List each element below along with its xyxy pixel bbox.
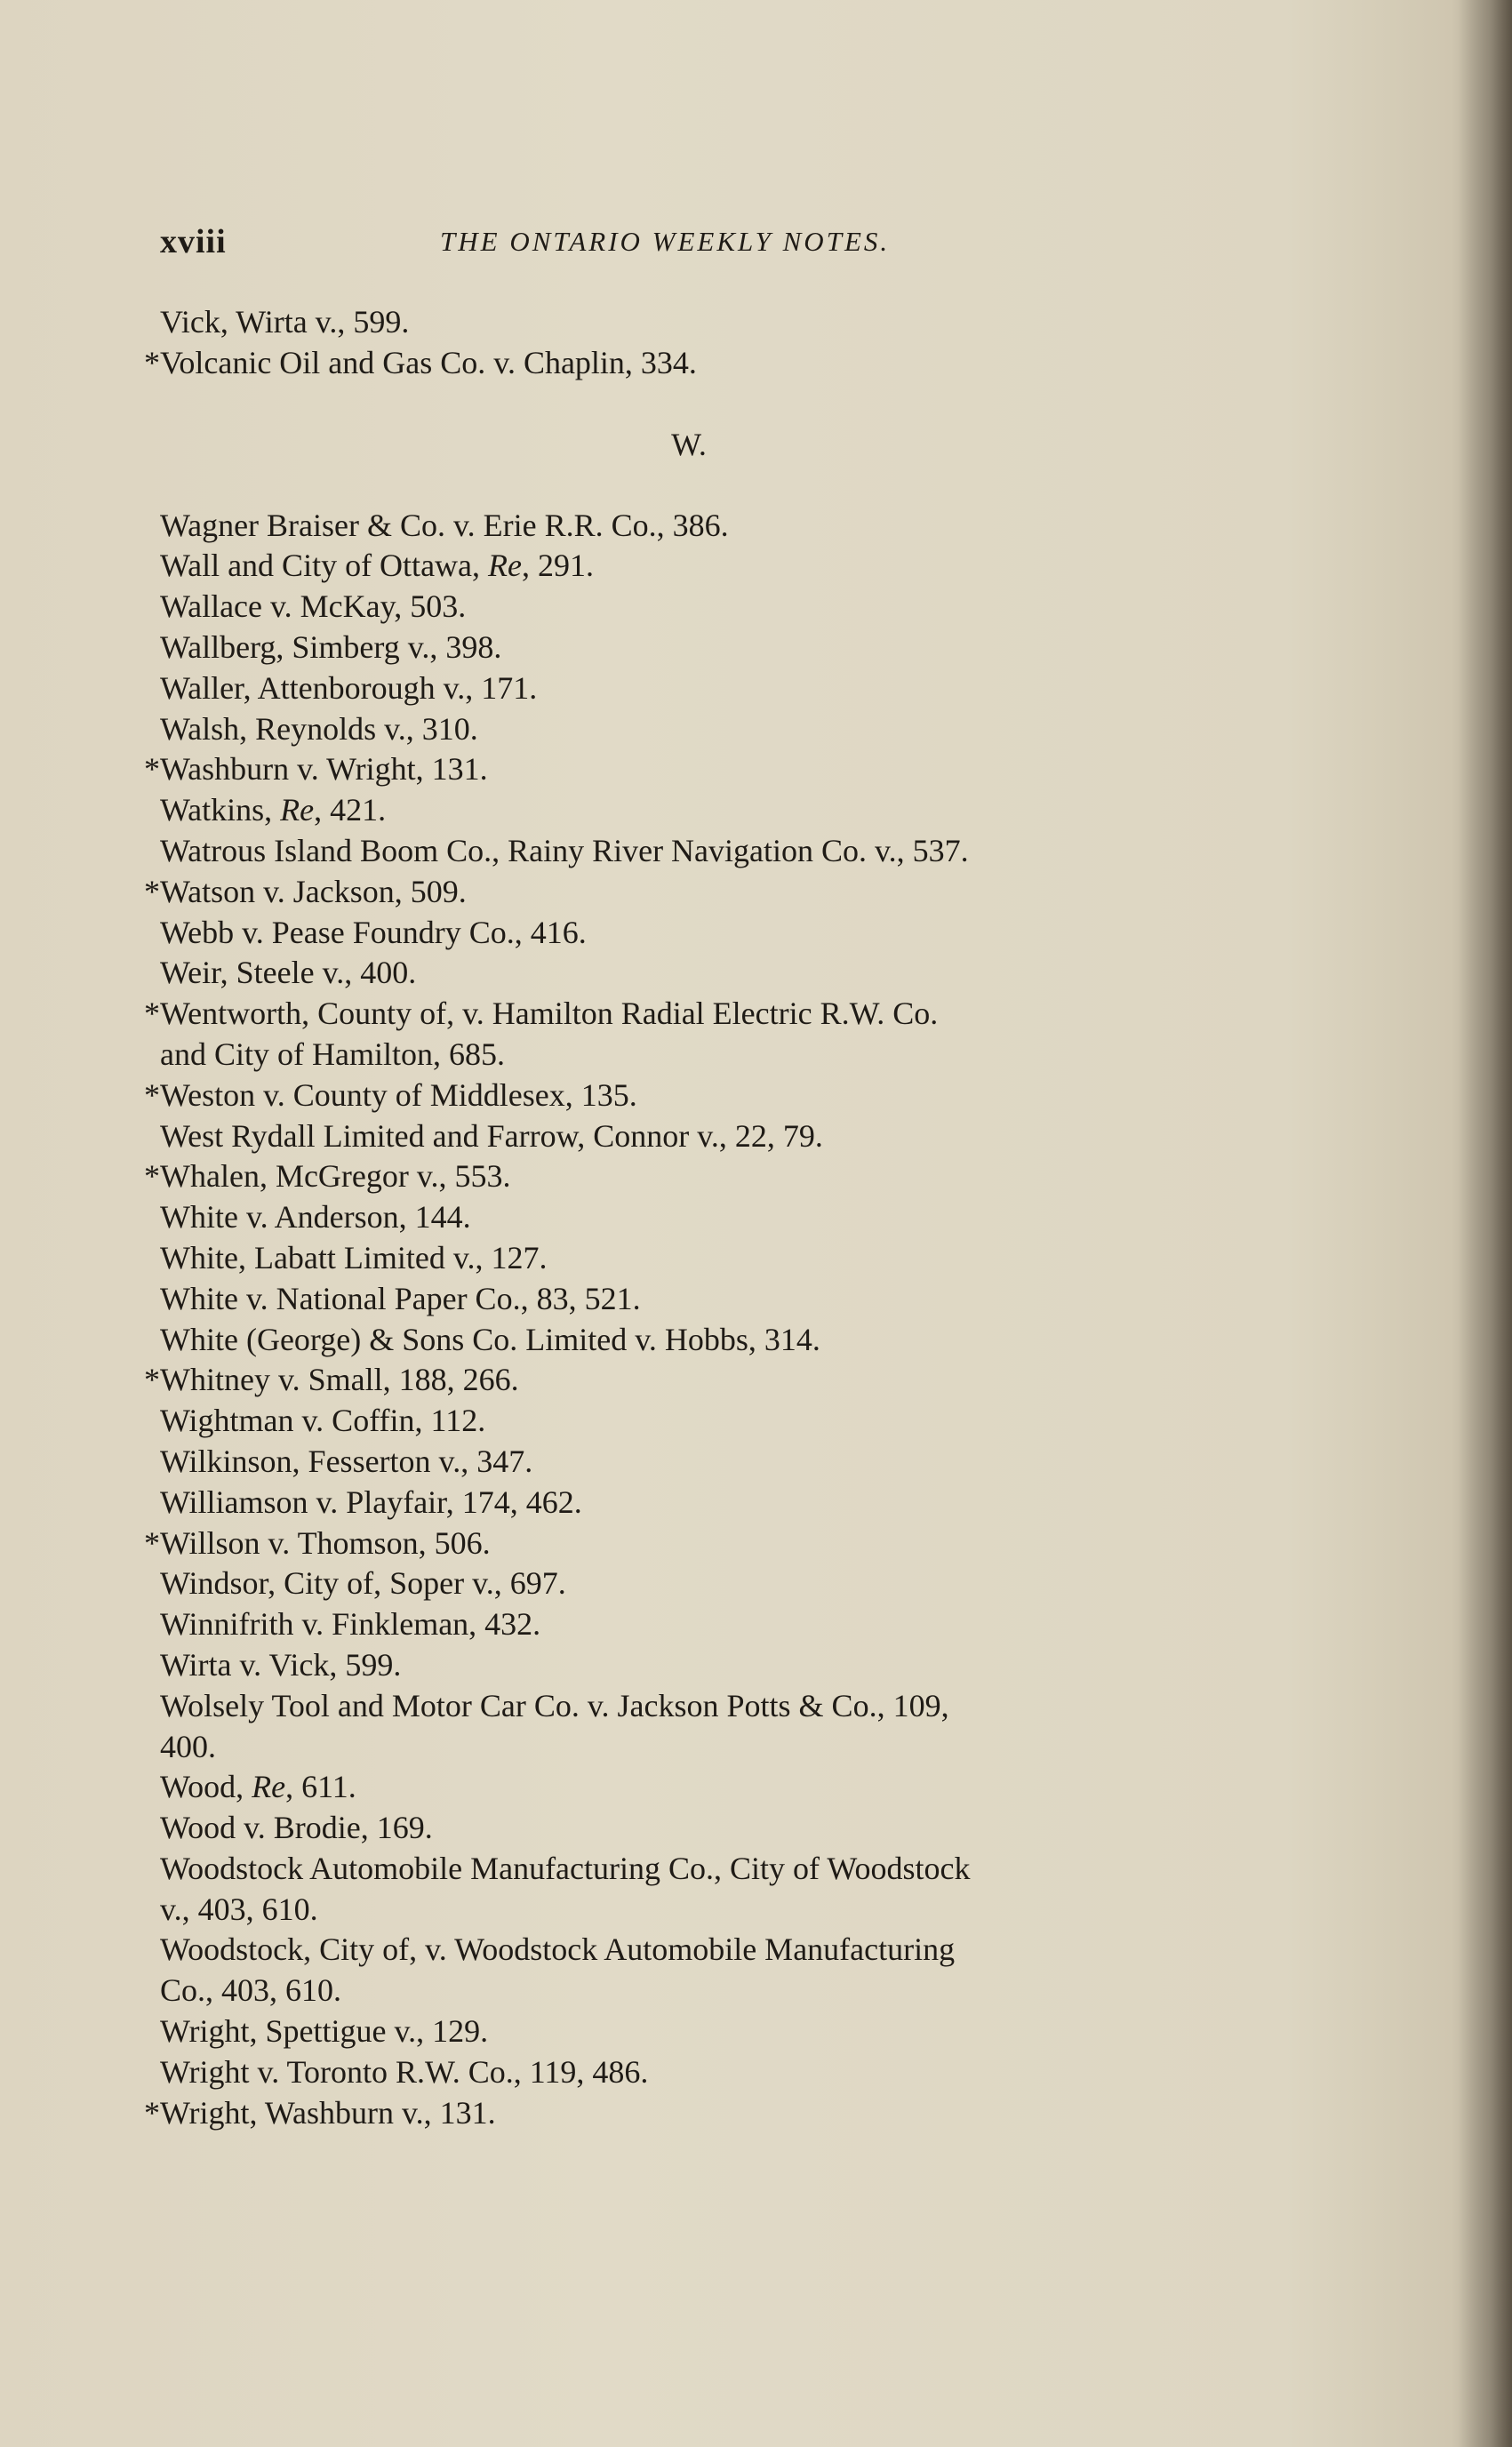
entry-text: Wall and City of Ottawa, Re, 291. <box>160 548 594 584</box>
asterisk-marker: * <box>144 1076 160 1113</box>
index-entry <box>160 1483 1227 1523</box>
entry-text: Wallace v. McKay, 503. <box>160 588 467 625</box>
entry-text: Williamson v. Playfair, 174, 462. <box>160 1483 582 1520</box>
index-entry <box>160 953 1227 994</box>
entry-text: Vick, Wirta v., 599. <box>160 304 410 340</box>
index-entry <box>160 1279 1227 1320</box>
entry-text: Watkins, Re, 421. <box>160 792 387 828</box>
entry-text: Watrous Island Boom Co., Rainy River Navigation Co. v., 537. <box>160 832 969 868</box>
entry-text: Wagner Braiser & Co. v. Erie R.R. Co., 386. <box>160 507 729 543</box>
index-entry <box>144 994 1227 1076</box>
index-entry <box>144 1076 1227 1116</box>
index-entry <box>160 1563 1227 1604</box>
entry-text: White (George) & Sons Co. Limited v. Hobbs, 314. <box>160 1321 820 1357</box>
index-entry <box>160 1197 1227 1238</box>
entry-text: Wilkinson, Fesserton v., 347. <box>160 1443 533 1479</box>
entry-text: White v. National Paper Co., 83, 521. <box>160 1280 641 1316</box>
index-entry <box>160 1849 1227 1931</box>
entry-text: Wightman v. Coffin, 112. <box>160 1403 486 1439</box>
index-entry <box>144 1156 1227 1197</box>
section-letter: W. <box>671 426 707 462</box>
index-entry <box>160 1645 1227 1686</box>
index-entry <box>160 302 1227 343</box>
entry-text: Wirta v. Vick, 599. <box>160 1646 402 1683</box>
index-entry <box>160 587 1227 628</box>
index-entry <box>160 709 1227 750</box>
index-entry <box>160 668 1227 709</box>
entry-text: Wentworth, County of, v. Hamilton Radial Electric R.W. Co. <box>160 996 939 1032</box>
index-entry <box>160 1238 1227 1279</box>
entry-text: Winnifrith v. Finkleman, 432. <box>160 1606 541 1643</box>
entry-text: Watson v. Jackson, 509. <box>160 873 467 909</box>
entry-text: Webb v. Pease Foundry Co., 416. <box>160 914 587 950</box>
index-entry <box>160 1808 1227 1849</box>
index-entry <box>160 1686 1227 1768</box>
entry-text: Wood, Re, 611. <box>160 1769 356 1805</box>
index-entry <box>160 1320 1227 1361</box>
entry-text: White v. Anderson, 144. <box>160 1199 471 1235</box>
index-entry <box>144 872 1227 913</box>
entry-text: Walsh, Reynolds v., 310. <box>160 710 478 747</box>
asterisk-marker: * <box>144 873 160 909</box>
entry-continuation: 400. <box>160 1728 216 1764</box>
entry-continuation: Co., 403, 610. <box>160 1972 342 2009</box>
asterisk-marker: * <box>144 996 160 1032</box>
asterisk-marker: * <box>144 1524 160 1561</box>
index-entry <box>160 546 1227 587</box>
page-header <box>160 222 1218 267</box>
index-entry <box>160 2011 1227 2052</box>
entry-text: Weir, Steele v., 400. <box>160 955 417 991</box>
asterisk-marker: * <box>144 1362 160 1398</box>
index-entry <box>144 1360 1227 1401</box>
entry-text: Wright, Washburn v., 131. <box>160 2094 496 2131</box>
index-entry <box>144 749 1227 790</box>
entry-text: Waller, Attenborough v., 171. <box>160 669 538 706</box>
index-entry <box>144 2093 1227 2134</box>
entry-continuation: v., 403, 610. <box>160 1891 318 1927</box>
entry-text: Wright, Spettigue v., 129. <box>160 2013 489 2050</box>
entry-text: Wood v. Brodie, 169. <box>160 1810 433 1846</box>
index-entry <box>144 343 1227 384</box>
index-entry <box>144 1523 1227 1564</box>
entry-text: White, Labatt Limited v., 127. <box>160 1239 548 1275</box>
asterisk-marker: * <box>144 2094 160 2131</box>
entry-text: West Rydall Limited and Farrow, Connor v., 22, 79. <box>160 1117 823 1154</box>
index-entry <box>160 506 1227 547</box>
index-entry <box>160 1442 1227 1483</box>
index-entry <box>160 831 1227 872</box>
index-entry <box>160 1930 1227 2011</box>
page-edge-shadow <box>1459 0 1512 2447</box>
entry-text: Wallberg, Simberg v., 398. <box>160 628 502 665</box>
entry-text: Washburn v. Wright, 131. <box>160 751 488 788</box>
page-number: xviii <box>160 223 227 260</box>
index-entry <box>160 628 1227 668</box>
entry-text: Woodstock, City of, v. Woodstock Automobile Manufacturing <box>160 1931 956 1968</box>
entry-text: Woodstock Automobile Manufacturing Co., City of Woodstock <box>160 1850 971 1886</box>
entry-text: Wright v. Toronto R.W. Co., 119, 486. <box>160 2053 649 2090</box>
index-entry <box>160 790 1227 831</box>
entry-text: Weston v. County of Middlesex, 135. <box>160 1076 637 1113</box>
entry-text: Windsor, City of, Soper v., 697. <box>160 1565 566 1602</box>
entry-text: Whitney v. Small, 188, 266. <box>160 1362 519 1398</box>
index-entry <box>160 1116 1227 1157</box>
asterisk-marker: * <box>144 344 160 380</box>
asterisk-marker: * <box>144 1158 160 1195</box>
index-entry <box>160 1401 1227 1442</box>
index-entry <box>160 1767 1227 1808</box>
index-entry <box>160 1604 1227 1645</box>
entry-continuation: and City of Hamilton, 685. <box>160 1036 505 1072</box>
entry-text: Volcanic Oil and Gas Co. v. Chaplin, 334. <box>160 344 697 380</box>
asterisk-marker: * <box>144 751 160 788</box>
entry-text: Wolsely Tool and Motor Car Co. v. Jackson Potts & Co., 109, <box>160 1687 949 1723</box>
index-list <box>144 302 1227 2133</box>
index-entry <box>160 2052 1227 2093</box>
index-entry <box>160 913 1227 954</box>
entry-text: Willson v. Thomson, 506. <box>160 1524 491 1561</box>
running-title: THE ONTARIO WEEKLY NOTES. <box>440 226 891 257</box>
entry-text: Whalen, McGregor v., 553. <box>160 1158 511 1195</box>
